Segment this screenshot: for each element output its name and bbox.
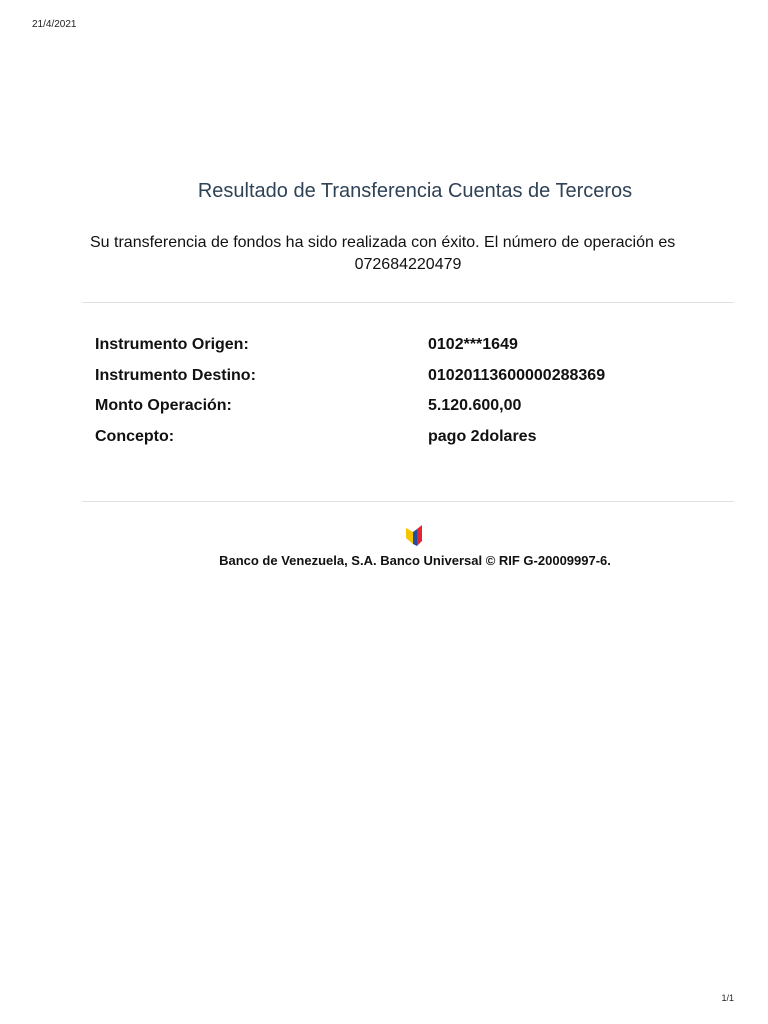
success-message [82, 232, 734, 276]
page-title: Resultado de Transferencia Cuentas de Terceros [197, 180, 633, 202]
detail-value: 5.120.600,00 [428, 397, 522, 414]
detail-label: Instrumento Origen: [95, 336, 249, 353]
footer-legal-text: Banco de Venezuela, S.A. Banco Universal © RIF G-20009997-6. [219, 553, 611, 568]
detail-label: Monto Operación: [95, 397, 232, 414]
detail-label: Concepto: [95, 427, 175, 445]
transfer-details [95, 336, 655, 458]
success-message-text: Su transferencia de fondos ha sido realizada con éxito. El número de operación es [90, 234, 676, 251]
detail-row-concept [95, 428, 655, 459]
detail-row-amount [95, 397, 655, 428]
detail-value: pago 2dolares [428, 427, 537, 445]
print-date: 21/4/2021 [32, 19, 77, 30]
divider-bottom [82, 501, 734, 502]
page-number: 1/1 [721, 993, 734, 1003]
divider-top [82, 302, 734, 303]
detail-label: Instrumento Destino: [95, 366, 256, 384]
operation-number: 072684220479 [354, 256, 462, 273]
detail-value: 01020113600000288369 [428, 366, 606, 384]
bank-logo-icon [404, 524, 424, 550]
detail-row-origin [95, 336, 655, 367]
detail-value: 0102***1649 [428, 336, 518, 353]
detail-row-destination [95, 367, 655, 398]
